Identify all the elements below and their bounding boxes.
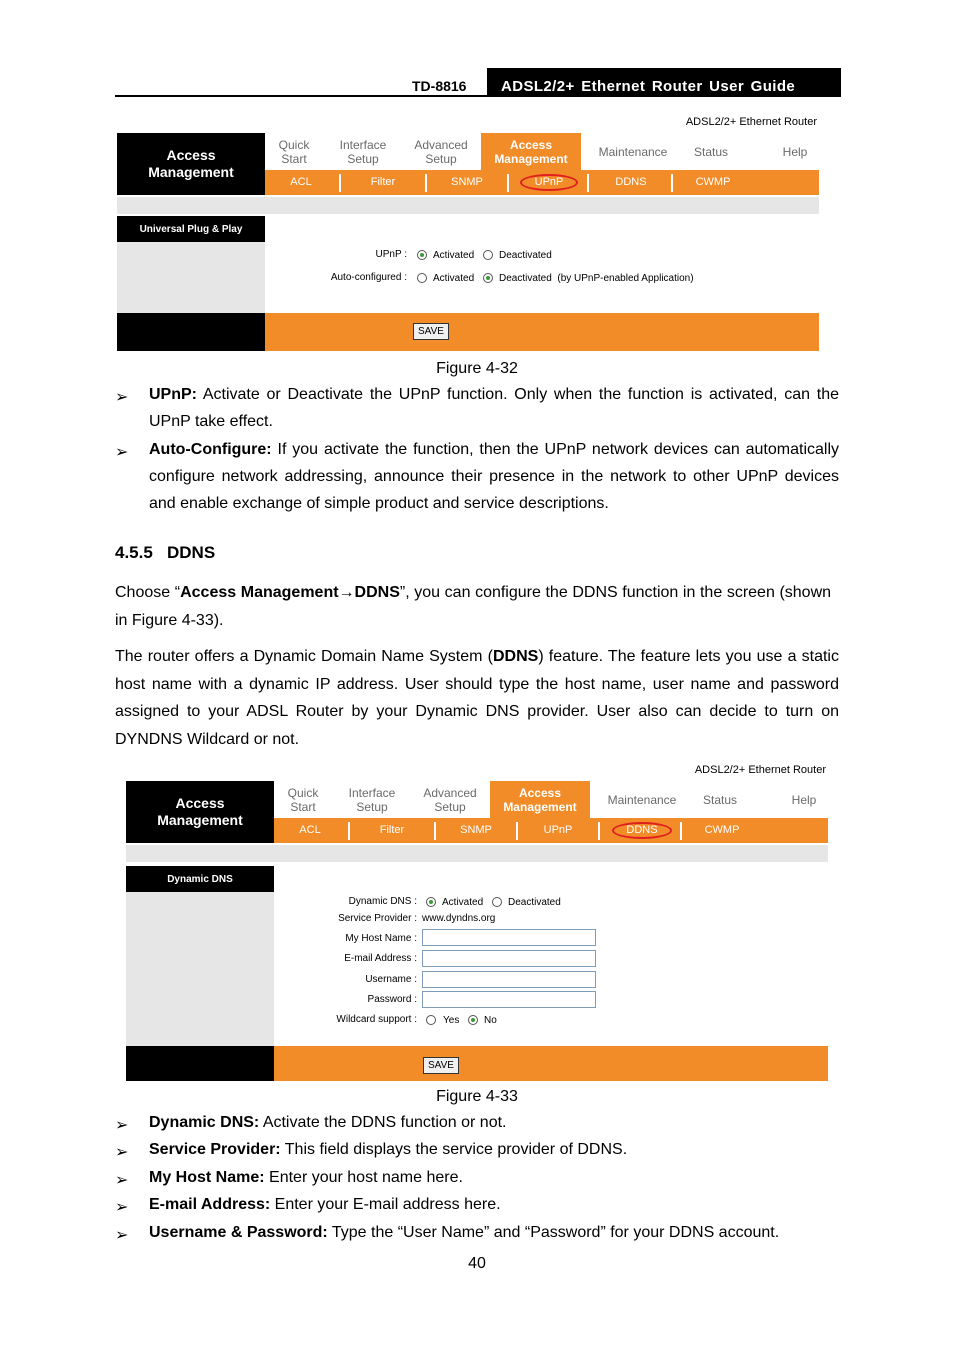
subnav-cwmp[interactable]: CWMP bbox=[704, 824, 740, 836]
wildcard-yes-label: Yes bbox=[443, 1015, 460, 1026]
bullet-service-provider: Service Provider: This field displays the service provider of DDNS. bbox=[149, 1141, 628, 1158]
nav-advanced-setup[interactable]: Advanced Setup bbox=[423, 785, 477, 814]
router-name: ADSL2/2+ Ethernet Router bbox=[694, 764, 826, 776]
subnav-upnp[interactable]: UPnP bbox=[543, 824, 573, 836]
bullet-arrow: ➢ bbox=[115, 1117, 129, 1134]
nav-maintenance[interactable]: Maintenance bbox=[607, 792, 677, 807]
sub-nav bbox=[265, 170, 819, 195]
subnav-ddns[interactable]: DDNS bbox=[612, 822, 672, 839]
wildcard-no-radio[interactable] bbox=[468, 1015, 478, 1025]
bullet-arrow: ➢ bbox=[115, 1144, 129, 1161]
bullet-username-password: Username & Password: Type the “User Name” and “Password” for your DDNS account. bbox=[149, 1224, 780, 1241]
bullet-arrow: ➢ bbox=[115, 1227, 129, 1244]
section-title-block bbox=[117, 133, 265, 195]
bullet-dynamic-dns: Dynamic DNS: Activate the DDNS function or not. bbox=[149, 1114, 507, 1131]
upnp-label: UPnP : bbox=[375, 249, 407, 260]
subnav-snmp[interactable]: SNMP bbox=[460, 824, 492, 836]
router-screenshot-upnp bbox=[117, 116, 819, 351]
password-label: Password : bbox=[367, 994, 417, 1005]
upnp-deactivated-radio[interactable] bbox=[483, 250, 493, 260]
host-label: My Host Name : bbox=[345, 933, 417, 944]
bullet-arrow: ➢ bbox=[115, 444, 129, 461]
subnav-filter[interactable]: Filter bbox=[379, 824, 405, 836]
nav-interface-setup[interactable]: Interface Setup bbox=[348, 785, 396, 814]
provider-value: www.dyndns.org bbox=[422, 913, 496, 924]
doc-title: ADSL2/2+ Ethernet Router User Guide bbox=[501, 78, 796, 95]
sub-nav bbox=[274, 818, 828, 843]
figure-caption-2: Figure 4-33 bbox=[436, 1088, 518, 1105]
autocfg-activated-radio[interactable] bbox=[417, 273, 427, 283]
nav-advanced-setup[interactable]: Advanced Setup bbox=[414, 137, 468, 166]
autocfg-label: Auto-configured : bbox=[330, 272, 407, 283]
subnav-acl[interactable]: ACL bbox=[290, 176, 312, 188]
ddns-activated-radio[interactable] bbox=[426, 897, 436, 907]
subnav-acl[interactable]: ACL bbox=[299, 824, 321, 836]
upnp-activated-radio[interactable] bbox=[417, 250, 427, 260]
nav-status[interactable]: Status bbox=[702, 792, 738, 807]
doc-model: TD-8816 bbox=[412, 78, 467, 94]
nav-access-management[interactable]: Access Management bbox=[481, 133, 581, 170]
ddns-deactivated-label: Deactivated bbox=[508, 897, 561, 908]
router-screenshot-ddns bbox=[126, 764, 828, 1081]
ddns-activated-label: Activated bbox=[442, 897, 484, 908]
section-title-block: Access Management bbox=[126, 781, 274, 843]
upnp-activated-label: Activated bbox=[433, 250, 475, 261]
paragraph-ddns-intro: The router offers a Dynamic Domain Name System (DDNS) feature. The feature lets you use a static host name with a dynamic IP address. User should type the host name, user name and password assigned to your ADSL Router by your Dynamic DNS provider. User also can decide to turn on DYNDNS Wildcard or not. bbox=[115, 648, 839, 748]
nav-interface-setup[interactable]: Interface Setup bbox=[339, 137, 387, 166]
subnav-filter[interactable]: Filter bbox=[370, 176, 396, 188]
nav-quick-start[interactable]: Quick Start bbox=[278, 137, 310, 166]
save-button[interactable]: SAVE bbox=[423, 1057, 459, 1074]
nav-access-management[interactable]: Access Management bbox=[490, 781, 590, 818]
nav-status[interactable]: Status bbox=[693, 144, 729, 159]
router-name: ADSL2/2+ Ethernet Router bbox=[685, 116, 817, 128]
autocfg-activated-label: Activated bbox=[433, 273, 475, 284]
section-upnp: Universal Plug & Play bbox=[117, 216, 265, 242]
email-label: E-mail Address : bbox=[344, 953, 417, 964]
header-rule bbox=[115, 95, 841, 97]
section-title-line2: Management bbox=[148, 164, 234, 180]
section-title-line1: Access bbox=[166, 147, 216, 163]
bullet-arrow: ➢ bbox=[115, 1172, 129, 1189]
username-label: Username : bbox=[365, 974, 417, 985]
autocfg-deactivated-label: Deactivated (by UPnP-enabled Application) bbox=[499, 273, 694, 284]
nav-quick-start[interactable]: Quick Start bbox=[287, 785, 319, 814]
bullet-host-name: My Host Name: Enter your host name here. bbox=[149, 1169, 463, 1186]
figure-caption-1: Figure 4-32 bbox=[436, 360, 518, 377]
password-input[interactable] bbox=[422, 991, 596, 1008]
subnav-cwmp[interactable]: CWMP bbox=[695, 176, 731, 188]
main-nav bbox=[274, 781, 828, 818]
section-dynamic-dns: Dynamic DNS bbox=[126, 866, 274, 892]
paragraph-choose: Choose “Access Management→DDNS”, you can configure the DDNS function in the screen (shown in Figure 4-33). bbox=[115, 584, 832, 629]
username-input[interactable] bbox=[422, 971, 596, 988]
section-heading: 4.5.5 DDNS bbox=[115, 543, 216, 562]
save-button[interactable]: SAVE bbox=[413, 323, 449, 340]
provider-label: Service Provider : bbox=[338, 913, 417, 924]
main-nav bbox=[265, 133, 819, 170]
bullet-email: E-mail Address: Enter your E-mail address here. bbox=[149, 1196, 501, 1213]
autocfg-deactivated-radio[interactable] bbox=[483, 273, 493, 283]
subnav-ddns[interactable]: DDNS bbox=[615, 176, 647, 188]
wildcard-no-label: No bbox=[484, 1015, 497, 1026]
bullet-arrow: ➢ bbox=[115, 1199, 129, 1216]
wildcard-yes-radio[interactable] bbox=[426, 1015, 436, 1025]
host-name-input[interactable] bbox=[422, 929, 596, 946]
subnav-snmp[interactable]: SNMP bbox=[451, 176, 483, 188]
bullet-autoconfigure: Auto-Configure: If you activate the function, then the UPnP network devices can automatically configure network addressing, announce their presence in the network to other UPnP devices and enable exchange of simple product and service descriptions. bbox=[149, 441, 839, 512]
nav-help[interactable]: Help bbox=[782, 144, 808, 159]
bullet-arrow: ➢ bbox=[115, 389, 129, 406]
subnav-upnp[interactable]: UPnP bbox=[520, 174, 578, 191]
email-input[interactable] bbox=[422, 950, 596, 967]
nav-help[interactable]: Help bbox=[791, 792, 817, 807]
wildcard-label: Wildcard support : bbox=[336, 1014, 417, 1025]
upnp-deactivated-label: Deactivated bbox=[499, 250, 552, 261]
nav-maintenance[interactable]: Maintenance bbox=[598, 144, 668, 159]
ddns-label: Dynamic DNS : bbox=[348, 896, 417, 907]
ddns-deactivated-radio[interactable] bbox=[492, 897, 502, 907]
page-number: 40 bbox=[468, 1255, 486, 1272]
bullet-upnp: UPnP: Activate or Deactivate the UPnP function. Only when the function is activated, can the UPnP take effect. bbox=[149, 386, 839, 430]
